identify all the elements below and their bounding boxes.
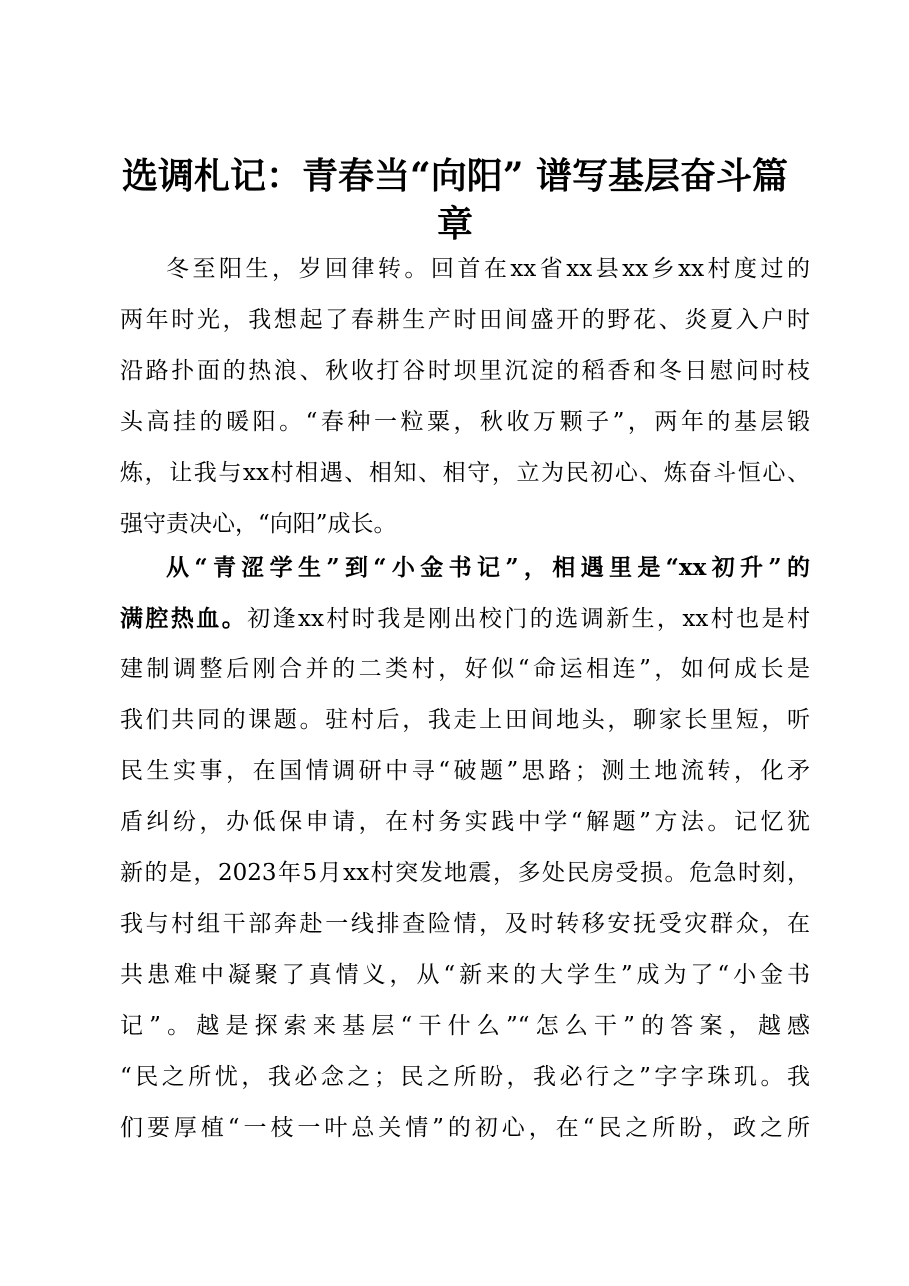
paragraph-line: 我与村组干部奔赴一线排查险情，及时转移安抚受灾群众，在 — [120, 911, 810, 937]
section-heading: 从“青涩学生”到“小金书记”，相遇里是“xx初升”的 — [166, 554, 810, 581]
document-title: 选调札记：青春当“向阳” 谱写基层奋斗篇章 — [122, 155, 788, 245]
paragraph-line — [120, 593, 810, 644]
paragraph-line: 强守责决心，“向阳”成长。 — [120, 511, 397, 537]
paragraph-line: 炼，让我与xx村相遇、相知、相守，立为民初心、炼奋斗恒心、 — [120, 460, 810, 486]
paragraph-line: 头高挂的暖阳。“春种一粒粟，秋收万颗子”，两年的基层锻 — [120, 409, 810, 435]
paragraph-line: 冬至阳生，岁回律转。回首在xx省xx县xx乡xx村度过的 — [166, 256, 810, 282]
paragraph-line: 两年时光，我想起了春耕生产时田间盛开的野花、炎夏入户时 — [120, 307, 810, 333]
paragraph-2 — [120, 542, 810, 1154]
paragraph-line: 盾纠纷，办低保申请，在村务实践中学“解题”方法。记忆犹 — [120, 809, 810, 835]
paragraph-line: 共患难中凝聚了真情义，从“新来的大学生”成为了“小金书 — [120, 962, 810, 988]
paragraph-1 — [120, 244, 810, 550]
paragraph-line: 们要厚植“一枝一叶总关情”的初心，在“民之所盼，政之所 — [120, 1115, 810, 1141]
paragraph-line: 沿路扑面的热浪、秋收打谷时坝里沉淀的稻香和冬日慰问时枝 — [120, 358, 810, 384]
paragraph-line: 我们共同的课题。驻村后，我走上田间地头，聊家长里短，听 — [120, 707, 810, 733]
paragraph-line: 新的是，2023年5月xx村突发地震，多处民房受损。危急时刻， — [120, 860, 810, 886]
paragraph-line: “民之所忧，我必念之；民之所盼，我必行之”字字珠玑。我 — [120, 1064, 810, 1090]
paragraph-line: 记”。越是探索来基层“干什么”“怎么干”的答案，越感 — [120, 1013, 810, 1039]
paragraph-line: 建制调整后刚合并的二类村，好似“命运相连”，如何成长是 — [120, 656, 810, 682]
paragraph-line-rest: 初逢xx村时我是刚出校门的选调新生，xx村也是村 — [247, 606, 810, 632]
section-heading-tail: 满腔热血。 — [120, 605, 248, 632]
paragraph-line: 民生实事，在国情调研中寻“破题”思路；测土地流转，化矛 — [120, 758, 810, 784]
